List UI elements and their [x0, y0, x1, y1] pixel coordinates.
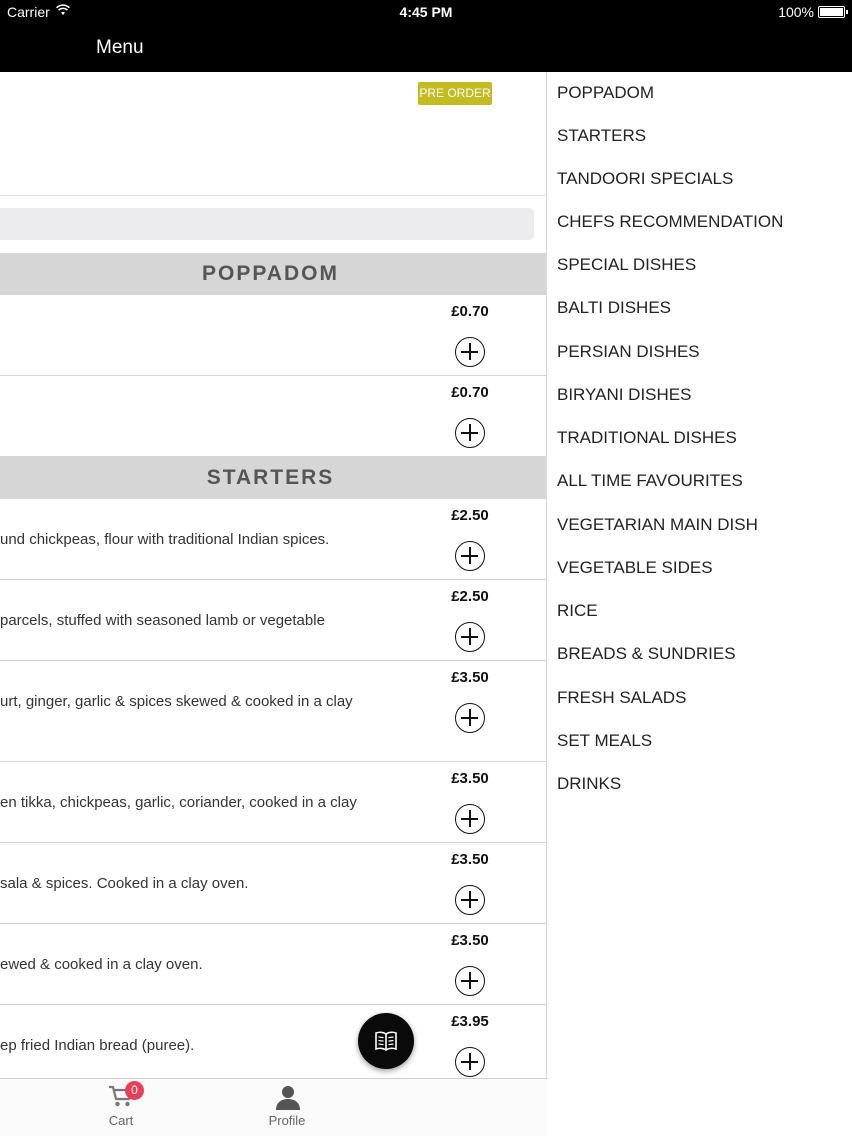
category-item[interactable]: SET MEALS	[557, 731, 653, 750]
menu-item[interactable]	[0, 924, 547, 1005]
tab-cart-label: Cart	[108, 1113, 134, 1128]
add-item-icon[interactable]	[455, 418, 485, 448]
category-item[interactable]: PERSIAN DISHES	[557, 342, 700, 361]
tab-profile-label: Profile	[268, 1113, 306, 1128]
menu-item[interactable]	[0, 295, 547, 376]
category-item[interactable]: VEGETABLE SIDES	[557, 558, 713, 577]
item-price: £3.50	[451, 932, 489, 949]
category-item[interactable]: FRESH SALADS	[557, 688, 687, 707]
category-item[interactable]: STARTERS	[557, 126, 647, 145]
add-item-icon[interactable]	[455, 885, 485, 915]
item-description: ep fried Indian bread (puree).	[0, 1037, 195, 1054]
item-price: £3.50	[451, 770, 489, 787]
category-item[interactable]: BALTI DISHES	[557, 298, 671, 317]
cart-count-badge: 0	[125, 1081, 144, 1100]
item-price: £0.70	[451, 384, 489, 401]
item-price: £3.95	[451, 1013, 489, 1030]
battery-percent: 100%	[778, 4, 814, 20]
menu-item[interactable]	[0, 762, 547, 843]
add-item-icon[interactable]	[455, 703, 485, 733]
add-item-icon[interactable]	[455, 622, 485, 652]
category-panel	[548, 72, 852, 1136]
person-icon	[274, 1083, 302, 1111]
battery-icon	[818, 6, 845, 18]
search-input[interactable]	[0, 208, 534, 240]
nav-bar	[0, 24, 852, 72]
section-header-starters: STARTERS	[0, 457, 547, 499]
menu-item[interactable]	[0, 661, 547, 762]
divider	[0, 195, 547, 196]
item-price: £2.50	[451, 588, 489, 605]
item-price: £3.50	[451, 851, 489, 868]
menu-item[interactable]	[0, 580, 547, 661]
menu-book-button[interactable]	[358, 1013, 414, 1069]
menu-list[interactable]	[0, 72, 547, 1136]
tab-bar	[0, 1078, 547, 1136]
add-item-icon[interactable]	[455, 337, 485, 367]
category-item[interactable]: BIRYANI DISHES	[557, 385, 692, 404]
item-description: sala & spices. Cooked in a clay oven.	[0, 875, 249, 892]
item-description: und chickpeas, flour with traditional Indian spices.	[0, 531, 330, 548]
tab-profile[interactable]	[247, 1079, 327, 1136]
item-description: urt, ginger, garlic & spices skewed & cooked in a clay	[0, 693, 353, 710]
book-icon	[374, 1030, 398, 1052]
category-item[interactable]: ALL TIME FAVOURITES	[557, 471, 743, 490]
category-item[interactable]: SPECIAL DISHES	[557, 255, 697, 274]
add-item-icon[interactable]	[455, 966, 485, 996]
menu-item[interactable]	[0, 843, 547, 924]
item-price: £3.50	[451, 669, 489, 686]
tab-cart[interactable]	[81, 1079, 161, 1136]
item-price: £0.70	[451, 303, 489, 320]
add-item-icon[interactable]	[455, 541, 485, 571]
category-item[interactable]: POPPADOM	[557, 83, 654, 102]
page-title: Menu	[96, 37, 144, 58]
clock: 4:45 PM	[399, 4, 453, 20]
section-header-poppadom: POPPADOM	[0, 253, 547, 295]
carrier-label: Carrier	[7, 4, 50, 20]
item-description: ewed & cooked in a clay oven.	[0, 956, 203, 973]
status-bar	[0, 0, 852, 24]
category-item[interactable]: RICE	[557, 601, 598, 620]
category-item[interactable]: TRADITIONAL DISHES	[557, 428, 737, 447]
item-description: parcels, stuffed with seasoned lamb or vegetable	[0, 612, 325, 629]
add-item-icon[interactable]	[455, 1047, 485, 1077]
item-description: en tikka, chickpeas, garlic, coriander, cooked in a clay	[0, 794, 357, 811]
category-item[interactable]: CHEFS RECOMMENDATION	[557, 212, 784, 231]
category-item[interactable]: BREADS & SUNDRIES	[557, 644, 736, 663]
menu-item[interactable]	[0, 376, 547, 457]
menu-item[interactable]	[0, 499, 547, 580]
add-item-icon[interactable]	[455, 804, 485, 834]
category-item[interactable]: DRINKS	[557, 774, 622, 793]
category-item[interactable]: VEGETARIAN MAIN DISH	[557, 515, 758, 534]
pre-order-badge[interactable]: PRE ORDER	[418, 82, 492, 105]
category-item[interactable]: TANDOORI SPECIALS	[557, 169, 734, 188]
item-price: £2.50	[451, 507, 489, 524]
menu-item[interactable]	[0, 1005, 547, 1086]
